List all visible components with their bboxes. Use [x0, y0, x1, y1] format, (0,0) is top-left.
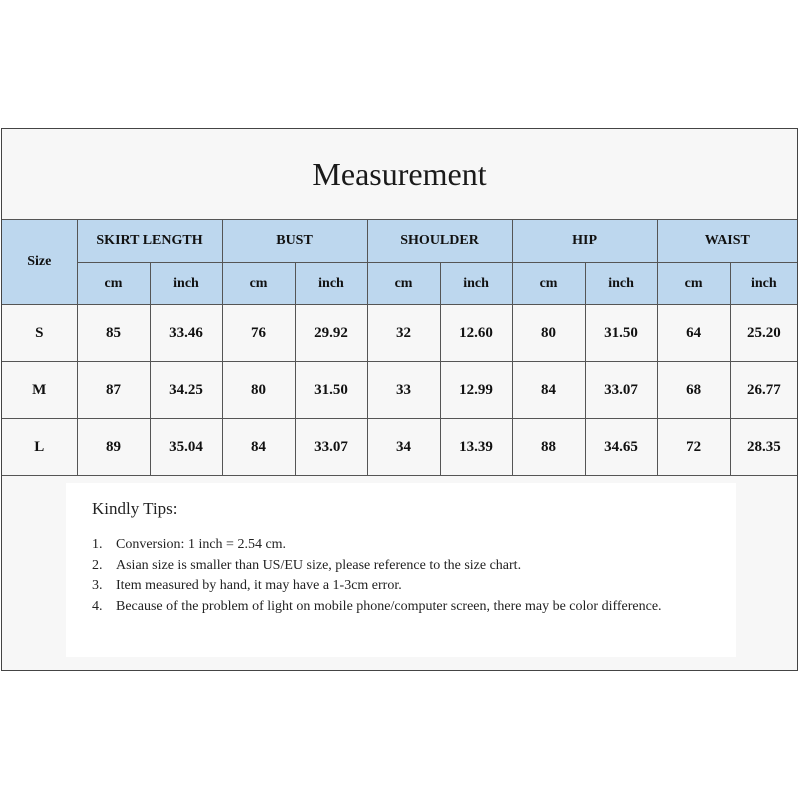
size-chart-panel [1, 128, 798, 671]
tip-number: 1. [92, 537, 103, 552]
table-row [2, 305, 797, 362]
tip-number: 3. [92, 578, 103, 593]
table-cell: 34 [367, 419, 440, 476]
tips-title: Kindly Tips: [92, 499, 178, 518]
size-header: Size [2, 220, 77, 305]
table-cell: 80 [512, 305, 585, 362]
tip-number: 4. [92, 598, 103, 614]
page-title: Measurement [312, 155, 487, 192]
tip-text: Item measured by hand, it may have a 1-3cm error. [116, 578, 402, 593]
table-row [2, 419, 797, 476]
tip-text: Conversion: 1 inch = 2.54 cm. [116, 537, 287, 552]
table-cell: 35.04 [150, 419, 222, 476]
group-header-waist: WAIST [657, 220, 797, 263]
table-cell: 28.35 [730, 419, 797, 476]
unit-inch: inch [150, 263, 222, 305]
size-label: M [2, 362, 77, 419]
group-header-shoulder: SHOULDER [367, 220, 512, 263]
tip-item [92, 556, 712, 577]
tip-item [92, 597, 712, 618]
table-cell: 29.92 [295, 305, 367, 362]
table-cell: 12.99 [440, 362, 512, 419]
size-label: L [2, 419, 77, 476]
size-table [2, 219, 797, 476]
table-cell: 13.39 [440, 419, 512, 476]
unit-inch: inch [730, 263, 797, 305]
table-cell: 32 [367, 305, 440, 362]
table-cell: 84 [222, 419, 295, 476]
table-cell: 12.60 [440, 305, 512, 362]
unit-cm: cm [657, 263, 730, 305]
unit-inch: inch [295, 263, 367, 305]
group-header-hip: HIP [512, 220, 657, 263]
table-cell: 87 [77, 362, 150, 419]
table-cell: 34.65 [585, 419, 657, 476]
unit-cm: cm [512, 263, 585, 305]
group-header-skirt-length: SKIRT LENGTH [77, 220, 222, 263]
tips-list [92, 535, 712, 617]
table-cell: 80 [222, 362, 295, 419]
table-cell: 33.07 [295, 419, 367, 476]
table-cell: 33 [367, 362, 440, 419]
table-cell: 76 [222, 305, 295, 362]
unit-inch: inch [440, 263, 512, 305]
table-cell: 88 [512, 419, 585, 476]
tip-text: Asian size is smaller than US/EU size, please reference to the size chart. [116, 557, 522, 573]
table-cell: 33.07 [585, 362, 657, 419]
unit-cm: cm [367, 263, 440, 305]
tips-box [66, 483, 736, 657]
unit-cm: cm [222, 263, 295, 305]
size-label: S [2, 305, 77, 362]
table-header-row [2, 220, 797, 263]
table-cell: 64 [657, 305, 730, 362]
unit-cm: cm [77, 263, 150, 305]
tip-text: Because of the problem of light on mobile phone/computer screen, there may be color difference. [116, 598, 662, 614]
group-header-bust: BUST [222, 220, 367, 263]
unit-inch: inch [585, 263, 657, 305]
table-cell: 26.77 [730, 362, 797, 419]
tip-item [92, 535, 712, 556]
table-cell: 84 [512, 362, 585, 419]
tip-item [92, 576, 712, 597]
table-cell: 72 [657, 419, 730, 476]
table-cell: 68 [657, 362, 730, 419]
table-cell: 25.20 [730, 305, 797, 362]
unit-header-row [2, 263, 797, 305]
table-cell: 33.46 [150, 305, 222, 362]
tip-number: 2. [92, 557, 103, 573]
table-cell: 31.50 [295, 362, 367, 419]
table-cell: 85 [77, 305, 150, 362]
table-cell: 31.50 [585, 305, 657, 362]
table-cell: 89 [77, 419, 150, 476]
table-row [2, 362, 797, 419]
table-cell: 34.25 [150, 362, 222, 419]
